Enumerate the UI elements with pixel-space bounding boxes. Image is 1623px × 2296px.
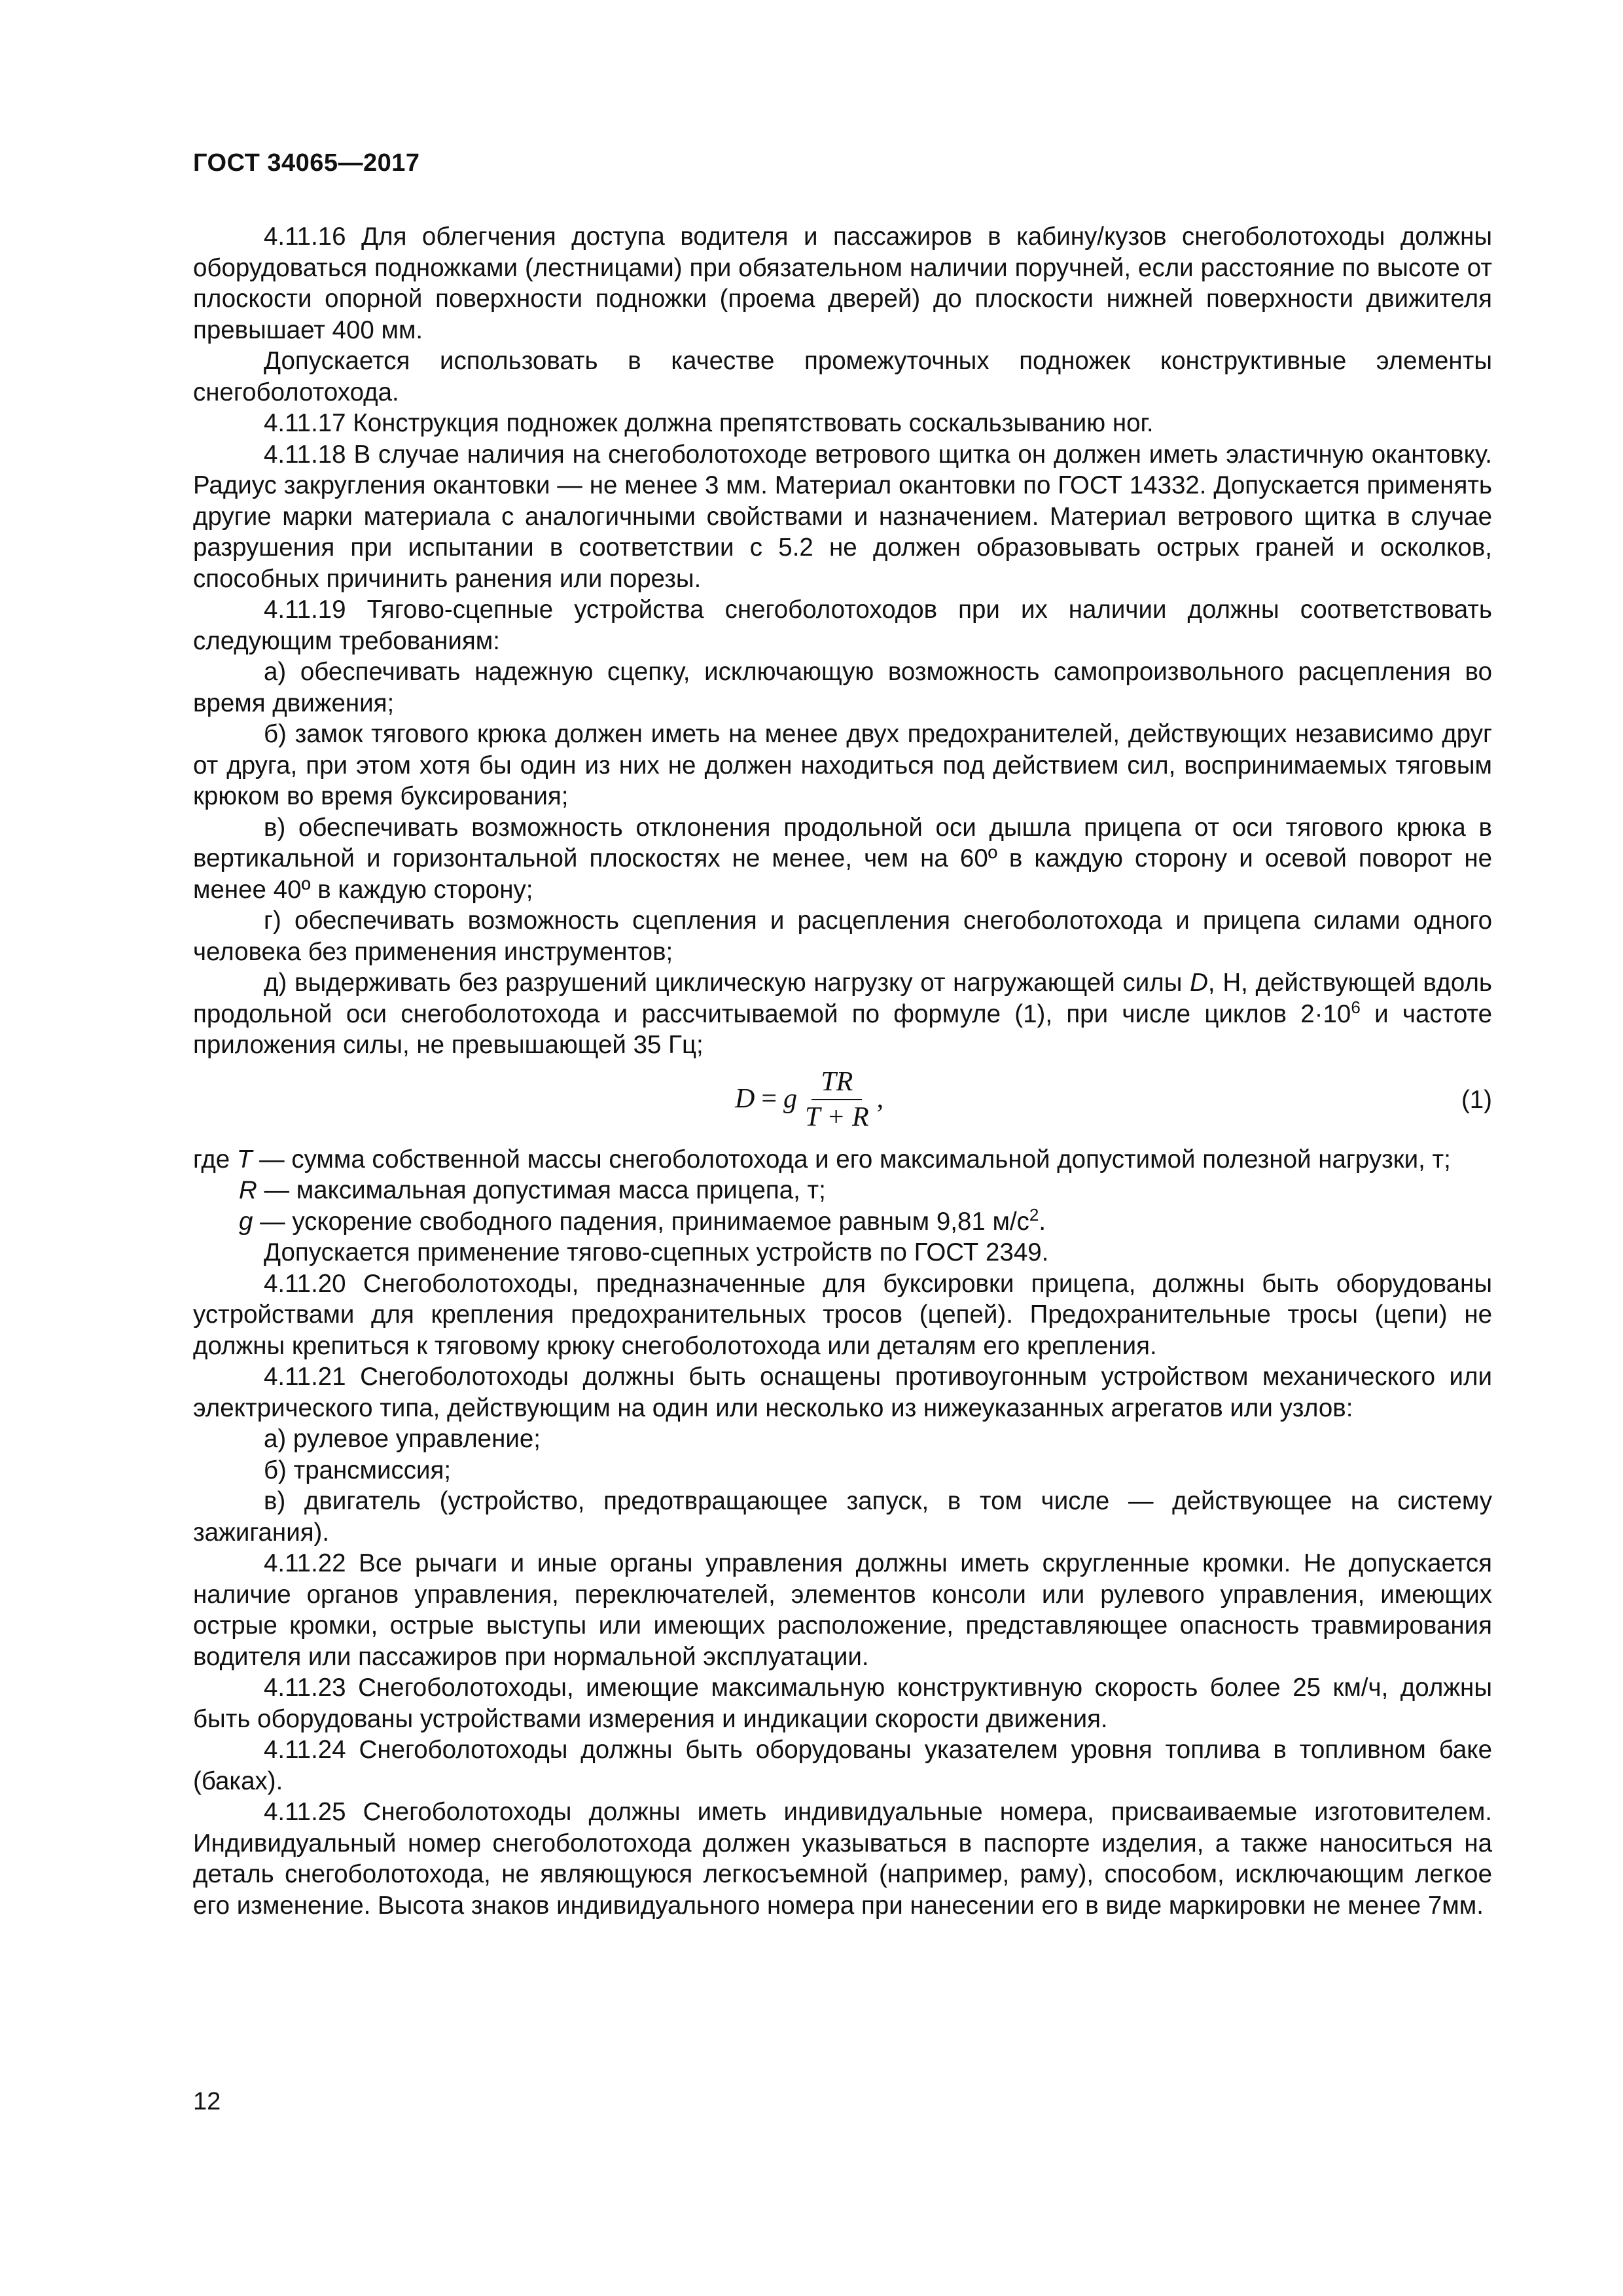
variable-T: T [236, 1145, 253, 1174]
list-item-d-part1: д) выдерживать без разрушений циклическую нагрузку от нагружающей силы [264, 969, 1183, 997]
variable-g: g [239, 1207, 253, 1236]
list-item-d-part3: и частоте приложения силы, не превышающей 35 Гц; [193, 999, 1492, 1059]
paragraph-4-11-20: 4.11.20 Снегоболотоходы, предназначенные для буксировки прицепа, должны быть оборудованы устройствами для крепления предохранительных тросов (цепей). Предохранительные тросы (цепи) не должны крепиться к тяговому крюку снегоболотохода или деталям его крепления. [193, 1269, 1492, 1360]
unit-exponent: 2 [1029, 1204, 1039, 1225]
paragraph-4-11-16: 4.11.16 Для облегчения доступа водителя и пассажиров в кабину/кузов снегоболотоходы должны оборудоваться подножками (лестницами) при обязательном наличии поручней, если расстояние по высоте от плоскости опорной поверхности подножки (проема дверей) до плоскости нижней поверхности движителя превышает 400 мм. [193, 223, 1492, 344]
paragraph-4-11-19: 4.11.19 Тягово-сцепные устройства снегоболотоходов при их наличии должны соответствовать следующим требованиям: [193, 596, 1492, 655]
definition-R [193, 1175, 1492, 1206]
document-header: ГОСТ 34065—2017 [193, 149, 420, 177]
where-label: где [193, 1145, 237, 1174]
formula-trailing-comma: , [876, 1083, 884, 1114]
list-item-steering: а) рулевое управление; [264, 1425, 541, 1453]
formula-denominator: T + R [805, 1102, 869, 1132]
list-item-d-part2: , Н, действующей вдоль продольной оси снегоболотохода и рассчитываемой по формуле (1), при числе циклов 2·10 [193, 969, 1492, 1028]
paragraph-4-11-21: 4.11.21 Снегоболотоходы должны быть оснащены противоугонным устройством механического или электрического типа, действующим на один или несколько из нижеуказанных агрегатов или узлов: [193, 1363, 1492, 1422]
paragraph-4-11-25: 4.11.25 Снегоболотоходы должны иметь индивидуальные номера, присваиваемые изготовителем. Индивидуальный номер снегоболотохода должен указываться в паспорте изделия, а также наноситься на деталь снегоболотохода, не являющуюся легкосъемной (например, раму), способом, исключающим легкое его изменение. Высота знаков индивидуального номера при нанесении его в виде маркировки не менее 7мм. [193, 1798, 1492, 1920]
list-item-d [193, 967, 1492, 1061]
definition-R-text: — максимальная допустимая масса прицепа, т; [257, 1176, 826, 1204]
paragraph-gost-2349: Допускается применение тягово-сцепных устройств по ГОСТ 2349. [264, 1238, 1049, 1266]
paragraph-4-11-22: 4.11.22 Все рычаги и иные органы управления должны иметь скругленные кромки. Не допускается наличие органов управления, переключателей, элементов консоли или рулевого управления, имеющих острые кромки, острые выступы или имеющих расположение, представляющее опасность травмирования водителя или пассажиров при нормальной эксплуатации. [193, 1549, 1492, 1671]
paragraph-intermediate-steps: Допускается использовать в качестве промежуточных подножек конструктивные элементы снегоболотохода. [193, 347, 1492, 406]
list-item-v: в) обеспечивать возможность отклонения продольной оси дышла прицепа от оси тягового крюка в вертикальной и горизонтальной плоскостях не менее, чем на 60º в каждую сторону и осевой поворот не менее 40º в каждую сторону; [193, 813, 1492, 904]
list-item-g: г) обеспечивать возможность сцепления и расцепления снегоболотохода и прицепа силами одного человека без применения инструментов; [193, 906, 1492, 966]
document-body [193, 221, 1492, 1921]
list-item-engine: в) двигатель (устройство, предотвращающее запуск, в том числе — действующее на систему зажигания). [193, 1487, 1492, 1547]
list-item-transmission: б) трансмиссия; [264, 1456, 452, 1484]
list-item-b: б) замок тягового крюка должен иметь на менее двух предохранителей, действующих независимо друг от друга, при этом хотя бы один из них не должен находиться под действием сил, воспринимаемых тяговым крюком во время буксирования; [193, 720, 1492, 810]
paragraph-4-11-23: 4.11.23 Снегоболотоходы, имеющие максимальную конструктивную скорость более 25 км/ч, должны быть оборудованы устройствами измерения и индикации скорости движения. [193, 1674, 1492, 1733]
formula-lhs: D [735, 1083, 755, 1114]
paragraph-4-11-18: 4.11.18 В случае наличия на снегоболотоходе ветрового щитка он должен иметь эластичную окантовку. Радиус закругления окантовки — не менее 3 мм. Материал окантовки по ГОСТ 14332. Допускается применять другие марки материала с аналогичными свойствами и назначением. Материал ветрового щитка в случае разрушения при испытании в соответствии с 5.2 не должен образовывать острых граней и осколков, способных причинить ранения или порезы. [193, 440, 1492, 593]
definition-T-text: — сумма собственной массы снегоболотохода и его максимальной допустимой полезной нагрузки, т; [252, 1145, 1451, 1174]
formula-block [193, 1065, 1492, 1140]
formula-coefficient: g [783, 1083, 798, 1114]
paragraph-4-11-17: 4.11.17 Конструкция подножек должна препятствовать соскальзыванию ног. [264, 409, 1154, 437]
definition-g-text: — ускорение свободного падения, принимаемое равным 9,81 м/с [253, 1207, 1029, 1236]
variable-D: D [1190, 969, 1208, 997]
variable-R: R [239, 1176, 257, 1204]
definition-g-end: . [1039, 1207, 1046, 1236]
exponent: 6 [1351, 997, 1361, 1017]
formula-numerator: TR [812, 1066, 862, 1100]
formula-number: (1) [1461, 1085, 1492, 1114]
definition-T [193, 1144, 1492, 1175]
formula-1 [735, 1066, 883, 1133]
formula-equals: = [761, 1083, 777, 1114]
definition-g [193, 1206, 1492, 1238]
list-item-a: а) обеспечивать надежную сцепку, исключающую возможность самопроизвольного расцепления во время движения; [193, 658, 1492, 717]
page-number: 12 [193, 2088, 221, 2115]
formula-fraction [800, 1066, 874, 1133]
paragraph-4-11-24: 4.11.24 Снегоболотоходы должны быть оборудованы указателем уровня топлива в топливном баке (баках). [193, 1736, 1492, 1795]
